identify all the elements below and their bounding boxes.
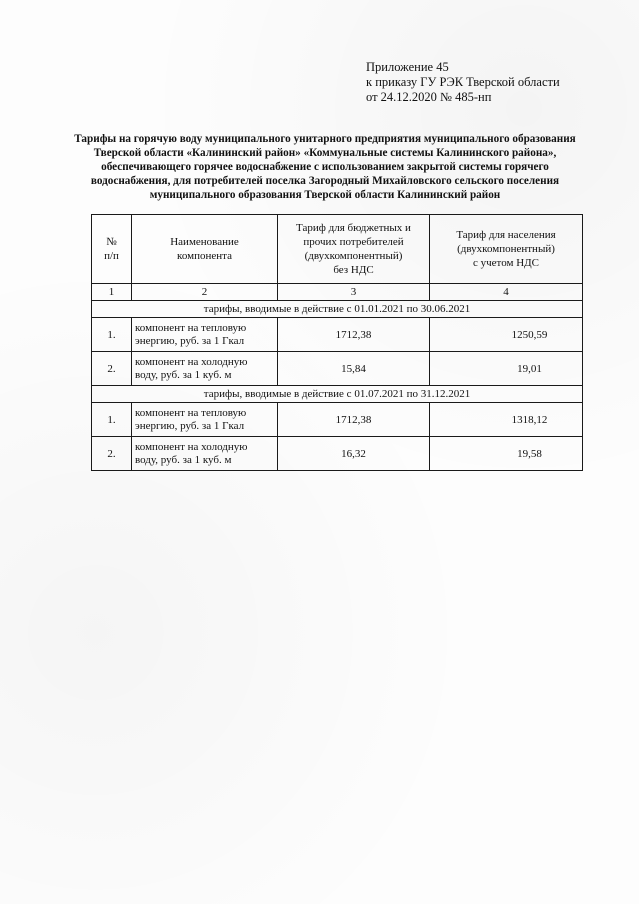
- title-line: обеспечивающего горячее водоснабжение с использованием закрытой системы горячего: [101, 161, 549, 173]
- header-cell-number: № п/п: [92, 215, 132, 284]
- component-name: компонент на холодную воду, руб. за 1 куб. м: [132, 437, 278, 471]
- population-tariff-value: 19,58: [430, 437, 583, 471]
- row-number: 2.: [92, 437, 132, 471]
- period-label: тарифы, вводимые в действие с 01.07.2021 по 31.12.2021: [92, 386, 583, 403]
- row-number: 2.: [92, 352, 132, 386]
- table-row: [92, 352, 583, 386]
- appendix-line: Приложение 45: [366, 60, 449, 74]
- title-line: муниципального образования Тверской области Калининский район: [149, 189, 501, 201]
- component-name: компонент на тепловую энергию, руб. за 1 Гкал: [132, 318, 278, 352]
- table-header-row: [92, 215, 583, 284]
- population-tariff-value: 1318,12: [430, 403, 583, 437]
- appendix-line: от 24.12.2020 № 485-нп: [366, 90, 492, 104]
- column-number: 2: [132, 284, 278, 301]
- table-row: [92, 318, 583, 352]
- title-line: Тверской области «Калининский район» «Коммунальные системы Калининского района»,: [93, 147, 557, 159]
- budget-tariff-value: 1712,38: [278, 403, 430, 437]
- population-tariff-value: 19,01: [430, 352, 583, 386]
- document-title: [56, 132, 594, 202]
- table-row: [92, 403, 583, 437]
- appendix-line: к приказу ГУ РЭК Тверской области: [366, 75, 560, 89]
- component-name: компонент на холодную воду, руб. за 1 куб. м: [132, 352, 278, 386]
- header-cell-component: Наименование компонента: [132, 215, 278, 284]
- column-number-row: [92, 284, 583, 301]
- period-row: [92, 301, 583, 318]
- column-number: 4: [430, 284, 583, 301]
- tariff-table: [91, 214, 583, 471]
- column-number: 3: [278, 284, 430, 301]
- title-line: Тарифы на горячую воду муниципального унитарного предприятия муниципального образования: [74, 133, 576, 145]
- row-number: 1.: [92, 403, 132, 437]
- budget-tariff-value: 16,32: [278, 437, 430, 471]
- component-name: компонент на тепловую энергию, руб. за 1 Гкал: [132, 403, 278, 437]
- appendix-reference: [366, 60, 560, 105]
- column-number: 1: [92, 284, 132, 301]
- budget-tariff-value: 15,84: [278, 352, 430, 386]
- period-row: [92, 386, 583, 403]
- budget-tariff-value: 1712,38: [278, 318, 430, 352]
- table-row: [92, 437, 583, 471]
- period-label: тарифы, вводимые в действие с 01.01.2021 по 30.06.2021: [92, 301, 583, 318]
- header-cell-budget-tariff: Тариф для бюджетных и прочих потребителей (двухкомпонентный) без НДС: [278, 215, 430, 284]
- population-tariff-value: 1250,59: [430, 318, 583, 352]
- row-number: 1.: [92, 318, 132, 352]
- header-cell-population-tariff: Тариф для населения (двухкомпонентный) с учетом НДС: [430, 215, 583, 284]
- title-line: водоснабжения, для потребителей поселка Загородный Михайловского сельского поселения: [90, 175, 560, 187]
